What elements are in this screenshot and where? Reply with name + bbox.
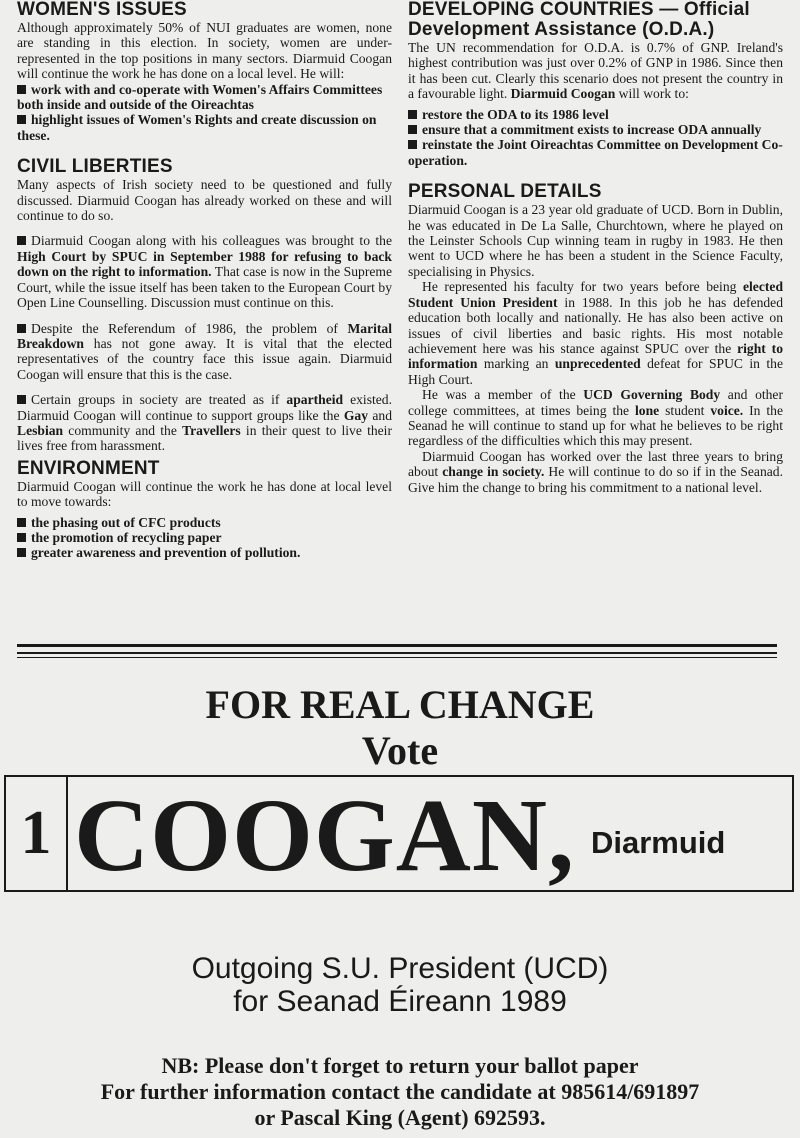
personal-details-heading: PERSONAL DETAILS	[408, 181, 602, 203]
list-item: restore the ODA to its 1986 level	[408, 107, 783, 122]
bullet-square-icon	[17, 395, 26, 404]
personal-details-paragraph: Diarmuid Coogan is a 23 year old graduate of UCD. Born in Dublin, he was educated in De La Salle, Churchtown, where he played on the Leinster Schools Cup winning team in rugby in 1983. He then went to UCD where he has been a student in the Science Faculty, specialising in Physics.	[408, 202, 783, 279]
civil-liberties-paragraph: Certain groups in society are treated as if apartheid existed. Diarmuid Coogan will continue to support groups like the Gay and Lesbian community and the Travellers in their quest to live their lives free from harassment.	[17, 392, 392, 454]
ballot-number: 1	[6, 777, 68, 890]
list-item: ensure that a commitment exists to increase ODA annually	[408, 122, 783, 137]
bullet-square-icon	[17, 548, 26, 557]
environment-list	[17, 515, 392, 561]
list-item: work with and co-operate with Women's Affairs Committees both inside and outside of the Oireachtas	[17, 81, 383, 113]
civil-liberties-paragraph: Diarmuid Coogan along with his colleagues was brought to the High Court by SPUC in September 1988 for refusing to back down on the right to information. That case is now in the Supreme Court, while the issue itself has been taken to the European Court by Open Line Counselling. Discussion must continue on this.	[17, 233, 392, 311]
left-column	[17, 0, 392, 561]
womens-issues-body: Although approximately 50% of NUI graduates are women, none are standing in this election. In society, women are under-represented in the top positions in many sectors. Diarmuid Coogan will continue the work he has done on a local level. He will:	[17, 20, 392, 82]
divider-rule	[17, 652, 777, 654]
bullet-square-icon	[17, 324, 26, 333]
candidate-forename: Diarmuid	[591, 825, 726, 860]
personal-details-paragraph: He was a member of the UCD Governing Body and other college committees, at times being the lone student voice. In the Seanad he will continue to stand up for what he believes to be right regardless of the difficulties which this may present.	[408, 387, 783, 449]
bullet-square-icon	[408, 110, 417, 119]
list-item: the phasing out of CFC products	[17, 515, 392, 530]
bullet-square-icon	[17, 85, 26, 94]
vote-label: Vote	[361, 728, 439, 773]
list-item: highlight issues of Women's Rights and create discussion on these.	[17, 112, 377, 143]
developing-countries-list	[408, 107, 783, 169]
list-item: reinstate the Joint Oireachtas Committee on Development Co-operation.	[408, 137, 783, 168]
ballot-reminder: NB: Please don't forget to return your ballot paper	[161, 1053, 639, 1078]
bullet-square-icon	[17, 115, 26, 124]
divider-rule	[17, 644, 777, 647]
personal-details-paragraph: Diarmuid Coogan has worked over the last three years to bring about change in society. He will continue to do so if in the Seanad. Give him the change to bring his commitment to a national level.	[408, 448, 783, 495]
personal-details-paragraph: He represented his faculty for two years before being elected Student Union President in 1988. In this job he has defended education both locally and nationally. He has also been active on issues of civil liberties and basic rights. His most notable achievement here was his stance against SPUC over the right to information marking an unprecedented defeat for SPUC in the High Court.	[408, 279, 784, 387]
civil-liberties-intro: Many aspects of Irish society need to be questioned and fully discussed. Diarmuid Coogan has already worked on these and will continue to do so.	[17, 177, 392, 224]
list-item: the promotion of recycling paper	[17, 530, 392, 545]
ballot-box	[4, 775, 794, 892]
list-item: greater awareness and prevention of pollution.	[17, 545, 392, 560]
civil-liberties-paragraph: Despite the Referendum of 1986, the problem of Marital Breakdown has not gone away. It is vital that the elected representatives of the country face this issue again. Diarmuid Coogan will ensure that this is the case.	[17, 320, 392, 382]
bullet-square-icon	[17, 533, 26, 542]
candidate-surname: COOGAN,	[74, 778, 575, 893]
bullet-square-icon	[408, 125, 417, 134]
candidate-subtitle: for Seanad Éireann 1989	[233, 985, 567, 1018]
bullet-square-icon	[17, 518, 26, 527]
contact-info: For further information contact the candidate at 985614/691897	[100, 1079, 700, 1104]
headline: FOR REAL CHANGE	[205, 682, 595, 727]
bullet-square-icon	[408, 140, 417, 149]
bullet-square-icon	[17, 236, 26, 245]
developing-countries-heading: DEVELOPING COUNTRIES — Official Development Assistance (O.D.A.)	[408, 0, 750, 40]
environment-body: Diarmuid Coogan will continue the work he has done at local level to move towards:	[17, 478, 392, 510]
developing-countries-body: The UN recommendation for O.D.A. is 0.7% of GNP. Ireland's highest contribution was just over 0.2% of GNP in 1986. Since then it has been cut. Clearly this scenario does not present the country in a favourable light. Diarmuid Coogan will work to:	[408, 40, 783, 102]
right-column	[408, 0, 783, 495]
divider-rule	[17, 657, 777, 658]
environment-heading: ENVIRONMENT	[17, 457, 160, 479]
womens-issues-list	[17, 82, 392, 144]
womens-issues-heading: WOMEN'S ISSUES	[17, 0, 187, 20]
civil-liberties-heading: CIVIL LIBERTIES	[17, 156, 173, 178]
agent-contact: or Pascal King (Agent) 692593.	[254, 1105, 546, 1130]
candidate-subtitle: Outgoing S.U. President (UCD)	[191, 952, 609, 985]
